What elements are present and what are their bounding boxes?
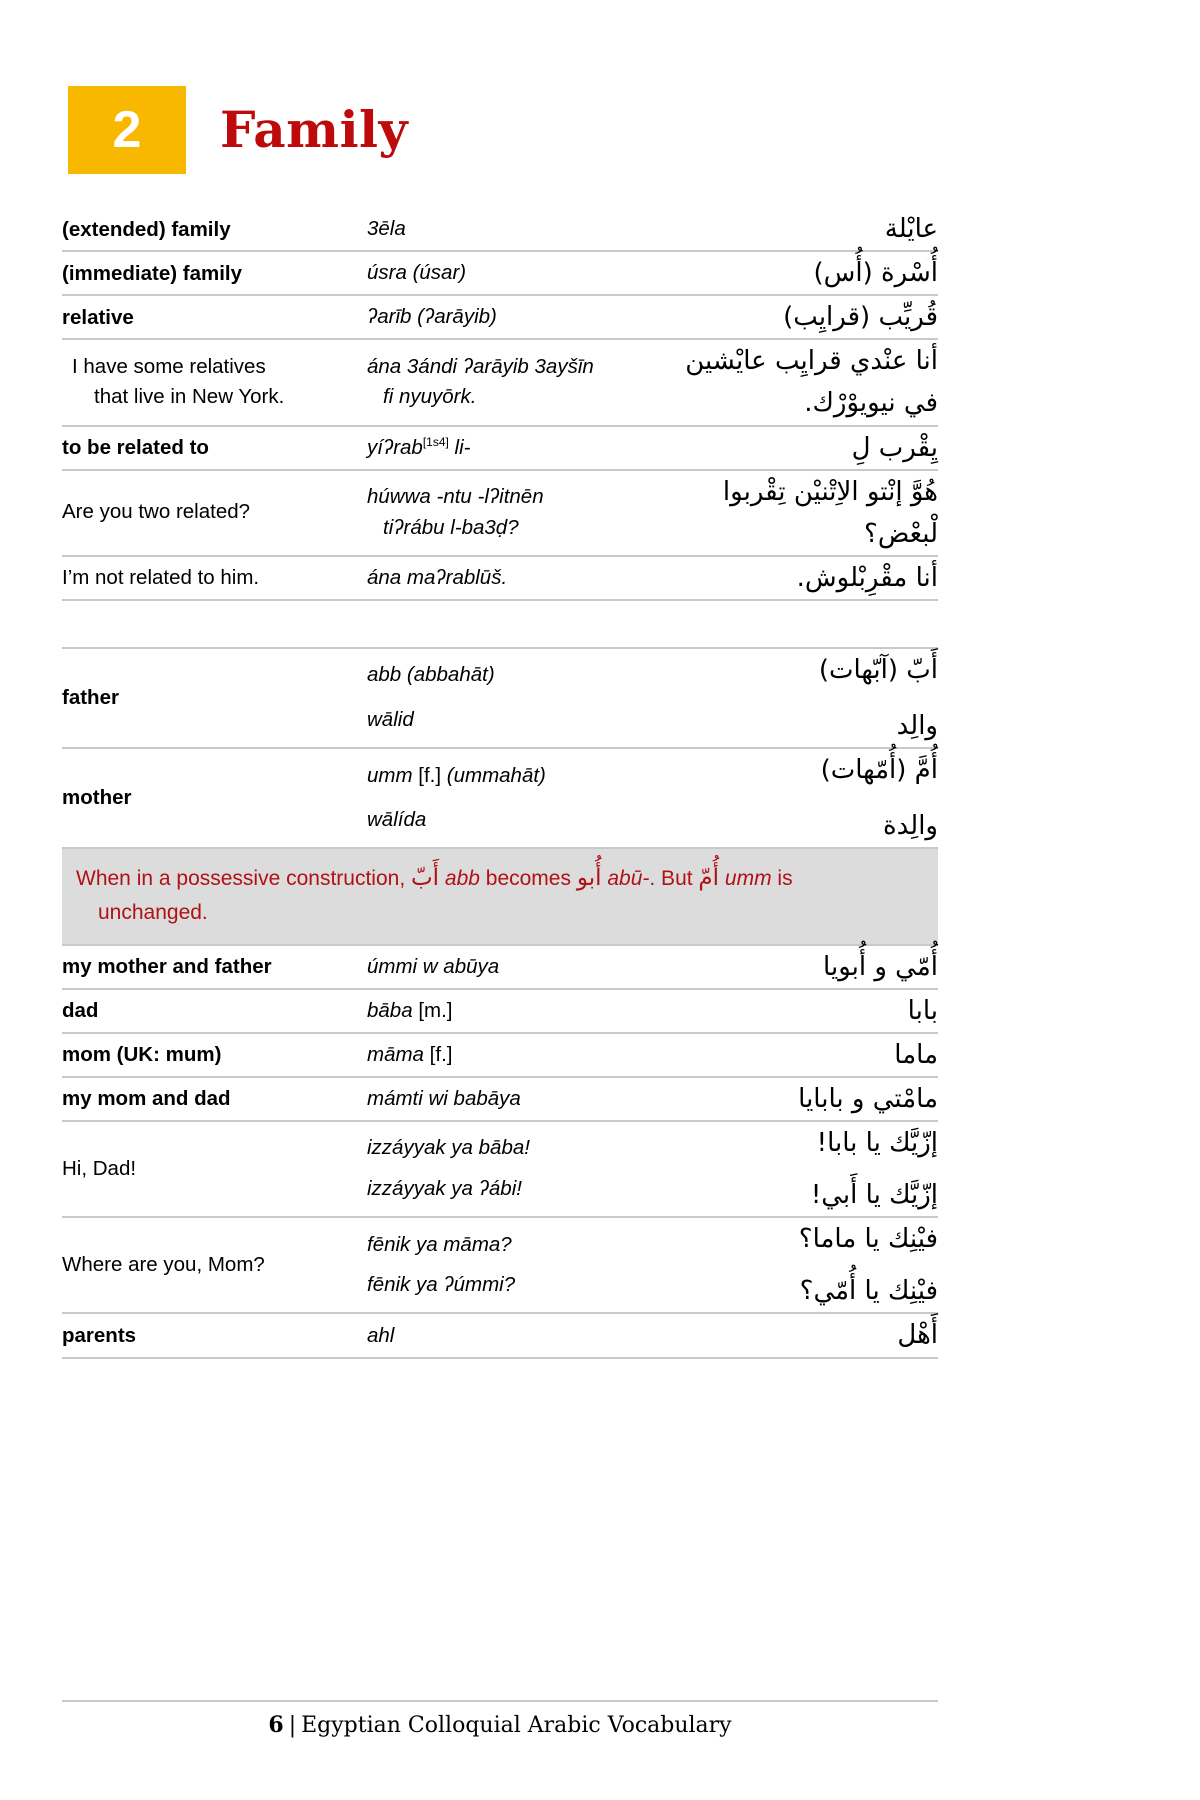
arabic-line-1: هُوَّ إنْتو الاِتْنيْن تِقْربوا [722, 476, 938, 507]
transliteration-line-2: wālída [367, 808, 427, 832]
arabic-line-2: والِد [896, 711, 938, 742]
spacer-cell [367, 600, 657, 648]
note-arabic-abu: أُبو [576, 865, 602, 892]
transliteration-cell: 3ēla [367, 217, 406, 241]
transliteration-word: māma [367, 1043, 424, 1067]
transliteration-cell [367, 748, 657, 848]
arabic-line-2: إزّيَّك يا أَبي! [810, 1180, 938, 1211]
table-row [62, 339, 938, 425]
note-italic-abb: abb [444, 867, 480, 891]
arabic-cell: بابا [657, 989, 938, 1033]
transliteration-line-1: izzáyyak ya bāba! [367, 1136, 530, 1160]
spacer-cell [657, 1358, 938, 1360]
transliteration-cell: úmmi w abūya [367, 945, 657, 989]
table-row [62, 470, 938, 556]
note-italic-abu: abū- [607, 867, 650, 891]
vocabulary-table-body [62, 208, 938, 1360]
table-row [62, 1313, 938, 1357]
arabic-cell: أُمّي و أُبويا [657, 945, 938, 989]
transliteration-cell [367, 1121, 657, 1217]
transliteration-cell [367, 989, 657, 1033]
arabic-line-1: أنا عنْدي قرايِب عايْشين [685, 346, 938, 377]
arabic-cell: أُسْرة (أُس) [657, 251, 938, 295]
arabic-cell [657, 1121, 938, 1217]
table-row [62, 648, 938, 748]
transliteration-line-2: wālid [367, 708, 414, 732]
arabic-cell: مامْتي و بابايا [657, 1077, 938, 1121]
transliteration-line-1: fēnik ya māma? [367, 1232, 512, 1256]
english-cell: (extended) family [62, 217, 231, 241]
gender-marker: [f.] [418, 763, 442, 787]
transliteration-cell [367, 470, 657, 556]
transliteration-cell [367, 1217, 657, 1313]
spacer-cell [62, 600, 367, 648]
note-text-a: When in a possessive construction, [76, 867, 411, 891]
transliteration-cell [367, 426, 657, 470]
english-line-2: that live in New York. [94, 385, 285, 409]
arabic-line-2: لْبعْض؟ [864, 518, 938, 549]
note-text-c: becomes [479, 867, 577, 891]
transliteration-line-1: abb (abbahāt) [367, 663, 495, 687]
arabic-cell [657, 1217, 938, 1313]
grammar-note-row [62, 848, 938, 944]
transliteration-cell: mámti wi babāya [367, 1077, 657, 1121]
transliteration-word: umm [367, 763, 413, 787]
table-row [62, 556, 938, 600]
chapter-number-badge [68, 86, 186, 174]
book-title: Egyptian Colloquial Arabic Vocabulary [301, 1713, 732, 1738]
page-footer [62, 1712, 938, 1738]
note-italic-umm: umm [724, 867, 772, 891]
chapter-header [68, 86, 408, 174]
arabic-cell [657, 339, 938, 425]
table-row [62, 1077, 938, 1121]
gender-marker: [f.] [429, 1043, 453, 1067]
page-number: 6 [268, 1712, 284, 1738]
transliteration-cell [367, 648, 657, 748]
table-row [62, 1217, 938, 1313]
english-cell: Where are you, Mom? [62, 1217, 367, 1313]
transliteration-cell: úsra (úsar) [367, 251, 657, 295]
english-cell: to be related to [62, 426, 367, 470]
table-row [62, 1121, 938, 1217]
english-cell: I’m not related to him. [62, 556, 367, 600]
arabic-cell: أنا مقْرِبْلوش. [657, 556, 938, 600]
english-cell: my mom and dad [62, 1077, 367, 1121]
english-cell: parents [62, 1313, 367, 1357]
arabic-cell: ماما [657, 1033, 938, 1077]
table-row [62, 295, 938, 339]
english-cell [62, 339, 367, 425]
section-spacer [62, 600, 938, 648]
arabic-line-1: أُمَّ (أُمّهات) [820, 755, 938, 786]
english-cell: mom (UK: mum) [62, 1033, 367, 1077]
footer-separator: | [288, 1713, 297, 1738]
english-cell: dad [62, 989, 367, 1033]
transliteration-word: bāba [367, 998, 413, 1022]
english-cell: my mother and father [62, 945, 367, 989]
arabic-cell [657, 648, 938, 748]
transliteration-line-1: húwwa -ntu -lʔitnēn [367, 485, 544, 509]
arabic-cell: قُريِّب (قرايِب) [657, 295, 938, 339]
grammar-note [62, 849, 938, 943]
transliteration-cell: ʔarīb (ʔarāyib) [367, 295, 657, 339]
english-cell: (immediate) family [62, 251, 367, 295]
chapter-title: Family [220, 100, 409, 159]
note-arabic-umm: أُمّ [698, 865, 720, 892]
transliteration-cell [367, 339, 657, 425]
spacer-cell [367, 1358, 657, 1360]
arabic-cell: يِقْرب لِ [657, 426, 938, 470]
table-row [62, 748, 938, 848]
chapter-number: 2 [112, 101, 142, 159]
arabic-line-2: والِدة [883, 811, 938, 842]
vocabulary-table [62, 208, 938, 1360]
note-text-e: . But [649, 867, 699, 891]
arabic-cell: عايْلة [884, 214, 938, 244]
table-row [62, 251, 938, 295]
english-cell: father [62, 648, 367, 748]
english-cell: Hi, Dad! [62, 1121, 367, 1217]
arabic-cell [657, 748, 938, 848]
arabic-cell [657, 470, 938, 556]
arabic-line-2: في نيويوْرْك. [804, 388, 938, 419]
arabic-line-1: أَبّ (آبّهات) [818, 654, 938, 685]
arabic-line-1: إزّيَّك يا بابا! [816, 1128, 938, 1159]
transliteration-line-1 [367, 764, 546, 787]
transliteration-line-1: ána 3ándi ʔarāyib 3ayšīn [367, 354, 594, 378]
transliteration-line-2: fēnik ya ʔúmmi? [367, 1273, 516, 1297]
english-cell: Are you two related? [62, 470, 367, 556]
note-line-2: unchanged. [98, 901, 208, 925]
table-row [62, 208, 938, 251]
arabic-line-1: فيْنِك يا ماما؟ [798, 1224, 938, 1255]
transliteration-line-2: fi nyuyōrk. [383, 385, 477, 409]
plural-form: (ummahāt) [446, 763, 546, 787]
english-cell: relative [62, 295, 367, 339]
transliteration-suffix: li- [454, 435, 471, 459]
spacer-cell [657, 600, 938, 648]
grammar-note-cell [62, 848, 938, 944]
table-row [62, 989, 938, 1033]
note-arabic-abb: أَبّ [411, 865, 440, 892]
spacer-cell [62, 1358, 367, 1360]
transliteration-cell [367, 1033, 657, 1077]
transliteration-cell: ahl [367, 1313, 657, 1357]
transliteration-text: yíʔrab [367, 435, 423, 459]
transliteration-line-2: izzáyyak ya ʔábi! [367, 1177, 522, 1201]
gender-marker: [m.] [418, 998, 453, 1022]
reference-superscript: [1s4] [422, 434, 449, 449]
table-row [62, 426, 938, 470]
transliteration-cell: ána maʔrablūš. [367, 556, 657, 600]
transliteration-line-2: tiʔrábu l-ba3ḍ? [383, 515, 519, 539]
english-line-1: I have some relatives [72, 354, 266, 378]
table-row [62, 945, 938, 989]
footer-divider [62, 1700, 938, 1702]
english-cell: mother [62, 748, 367, 848]
note-text-g: is [771, 867, 793, 891]
table-bottom-border [62, 1358, 938, 1360]
arabic-line-2: فيْنِك يا أُمّي؟ [799, 1276, 938, 1307]
table-row [62, 1033, 938, 1077]
arabic-cell: أَهْل [657, 1313, 938, 1357]
